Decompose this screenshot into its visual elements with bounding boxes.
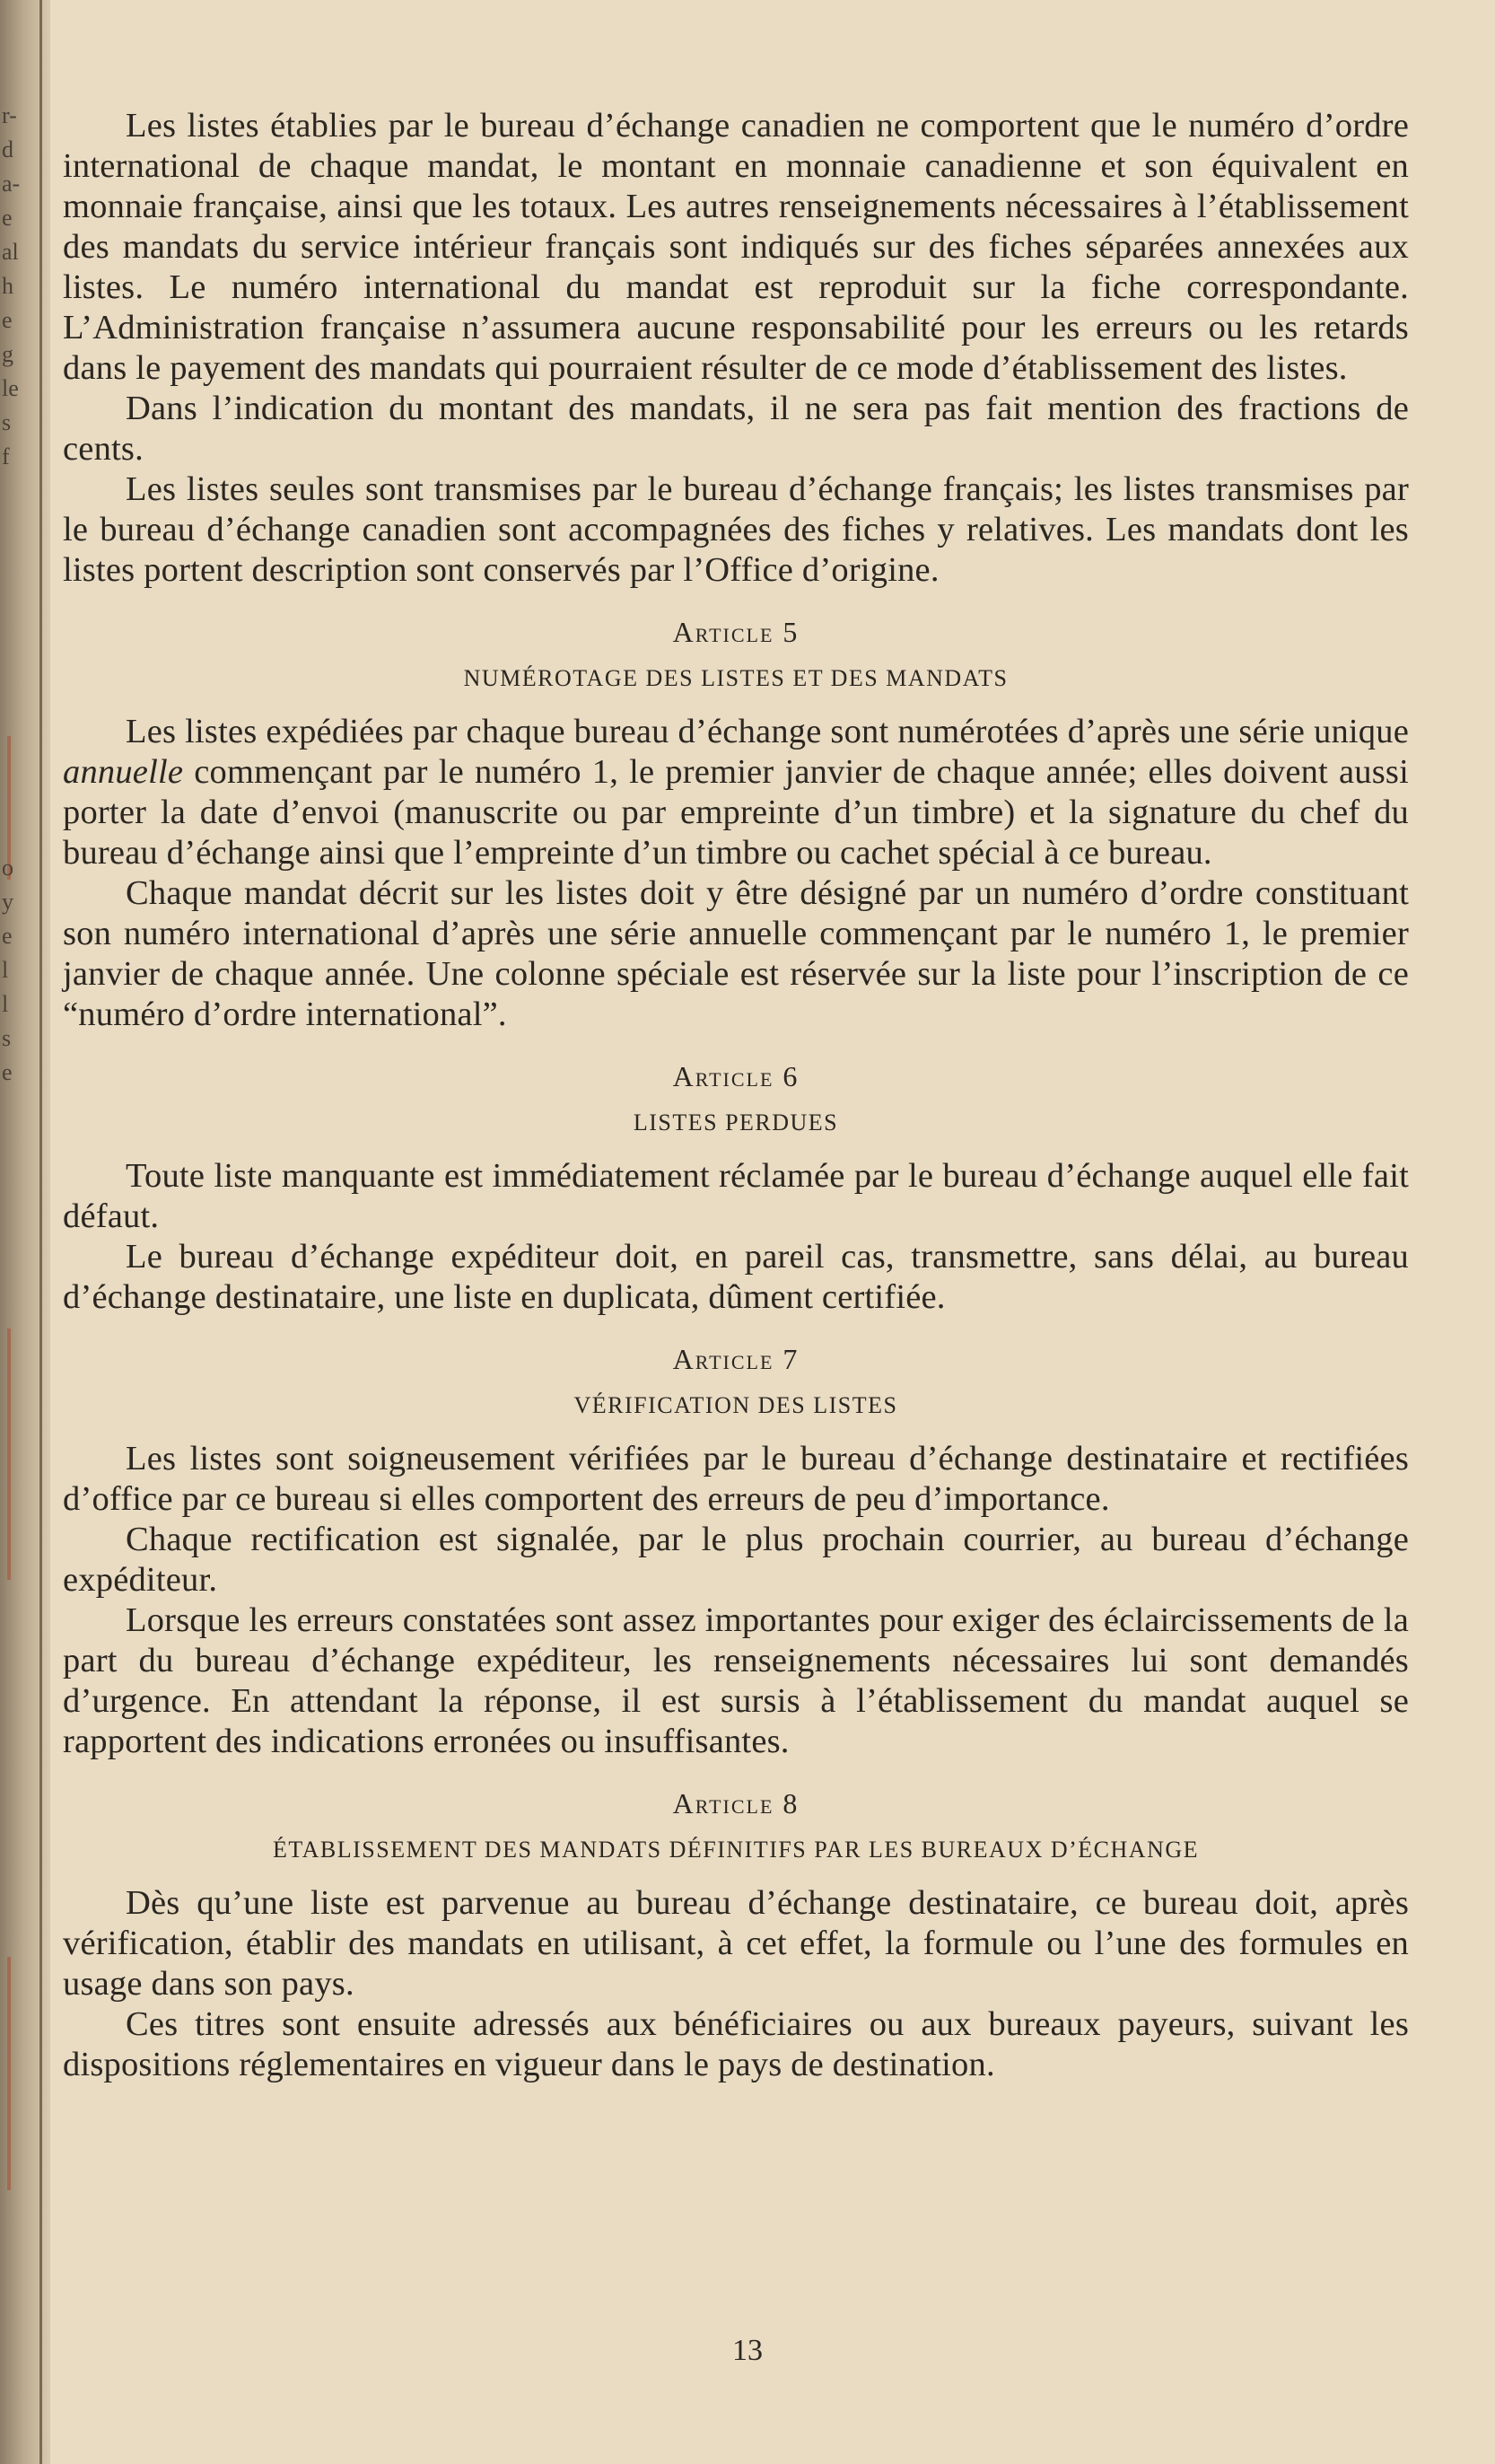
article-subheading: LISTES PERDUES (633, 1109, 839, 1136)
article-subheading: ÉTABLISSEMENT DES MANDATS DÉFINITIFS PAR LES BUREAUX D’ÉCHANGE (272, 1837, 1200, 1863)
paragraph: Le bureau d’échange expéditeur doit, en pareil cas, transmettre, sans délai, au bureau d’échange destinataire, une liste en duplicata, dûment certifiée. (63, 1238, 1409, 1316)
margin-fragment: e (2, 205, 13, 231)
margin-fragment: al (2, 239, 19, 265)
margin-fragment: s (2, 409, 12, 435)
article-subheading: NUMÉROTAGE DES LISTES ET DES MANDATS (463, 665, 1009, 691)
margin-fragment: l (2, 957, 9, 983)
paragraph: Dès qu’une liste est parvenue au bureau d’échange destinataire, ce bureau doit, après vérification, établir des mandats en utilisant, à cet effet, la formule ou l’une des formules en usage dans son pays. (63, 1884, 1409, 2003)
paragraph: Chaque mandat décrit sur les listes doit y être désigné par un numéro d’ordre constituant son numéro international d’après une série annuelle commençant par le numéro 1, le premier janvier de chaque année. Une colonne spéciale est réservée sur la liste pour l’inscription de ce “numéro d’ordre international”. (63, 874, 1409, 1033)
margin-fragment: a- (2, 171, 21, 197)
margin-fragment: g (2, 341, 13, 367)
margin-fragment: s (2, 1025, 12, 1051)
binding-edge (39, 0, 42, 2464)
margin-fragment: f (2, 443, 10, 469)
text-run: Les listes expédiées par chaque bureau d’échange sont numérotées d’après une série unique (126, 713, 1409, 750)
paragraph: Dans l’indication du montant des mandats, il ne sera pas fait mention des fractions de cents. (63, 390, 1409, 468)
paragraph: Toute liste manquante est immédiatement réclamée par le bureau d’échange auquel elle fait défaut. (63, 1157, 1409, 1235)
margin-fragment: h (2, 273, 13, 299)
margin-fragment: e (2, 923, 13, 949)
margin-fragment (2, 474, 23, 851)
red-edge-mark (7, 1957, 11, 2190)
margin-fragment: o (2, 855, 13, 881)
margin-fragment: e (2, 307, 13, 333)
margin-fragment: y (2, 889, 13, 915)
paragraph: Ces titres sont ensuite adressés aux bénéficiaires ou aux bureaux payeurs, suivant les dispositions réglementaires en vigueur dans le pays de destination. (63, 2005, 1409, 2083)
paragraph: Lorsque les erreurs constatées sont assez importantes pour exiger des éclaircissements de la part du bureau d’échange expéditeur, les renseignements nécessaires lui sont demandés d’urgence. En attendant la réponse, il est sursis à l’établissement du mandat auquel se rapportent des indications erronées ou insuffisantes. (63, 1601, 1409, 1760)
paragraph (63, 712, 1409, 873)
page-number: 13 (732, 2334, 763, 2367)
article-heading: Article 7 (672, 1343, 800, 1375)
paragraph: Les listes établies par le bureau d’échange canadien ne comportent que le numéro d’ordre international de chaque mandat, le montant en monnaie canadienne et son équivalent en monnaie française, ainsi que les totaux. Les autres renseignements nécessaires à l’établissement des mandats du service intérieur français sont indiqués sur des fiches séparées annexées aux listes. Le numéro international du mandat est reproduit sur la fiche correspondante. L’Administration française n’assumera aucune responsabilité pour les erreurs ou les retards dans le payement des mandats qui pourraient résulter de ce mode d’établissement des listes. (63, 107, 1409, 387)
paragraph: Chaque rectification est signalée, par le plus prochain courrier, au bureau d’échange expéditeur. (63, 1521, 1409, 1599)
article-heading: Article 5 (672, 616, 800, 648)
text-run: commençant par le numéro 1, le premier janvier de chaque année; elles doivent aussi porter la date d’envoi (manuscrite ou par empreinte d’un timbre) et la signature du chef du bureau d’échange ainsi que l’empreinte d’un timbre ou cachet spécial à ce bureau. (63, 753, 1409, 872)
article-heading: Article 6 (672, 1060, 800, 1092)
paragraph: Les listes sont soigneusement vérifiées par le bureau d’échange destinataire et rectifiées d’office par ce bureau si elles comportent des erreurs de peu d’importance. (63, 1440, 1409, 1518)
article-heading: Article 8 (672, 1787, 800, 1820)
margin-fragment: l (2, 991, 9, 1017)
margin-fragment: d (2, 136, 13, 162)
article-subheading: VÉRIFICATION DES LISTES (573, 1392, 898, 1418)
margin-fragment: e (2, 1059, 13, 1085)
paragraph: Les listes seules sont transmises par le bureau d’échange français; les listes transmises par le bureau d’échange canadien sont accompagnées des fiches y relatives. Les mandats dont les listes portent description sont conservés par l’Office d’origine. (63, 470, 1409, 589)
red-edge-mark (7, 1328, 11, 1580)
document-page (63, 106, 1409, 2085)
facing-page-margin-text (2, 99, 23, 1090)
margin-fragment: r- (2, 102, 17, 128)
emphasis: annuelle (63, 753, 184, 791)
margin-fragment: le (2, 375, 19, 401)
